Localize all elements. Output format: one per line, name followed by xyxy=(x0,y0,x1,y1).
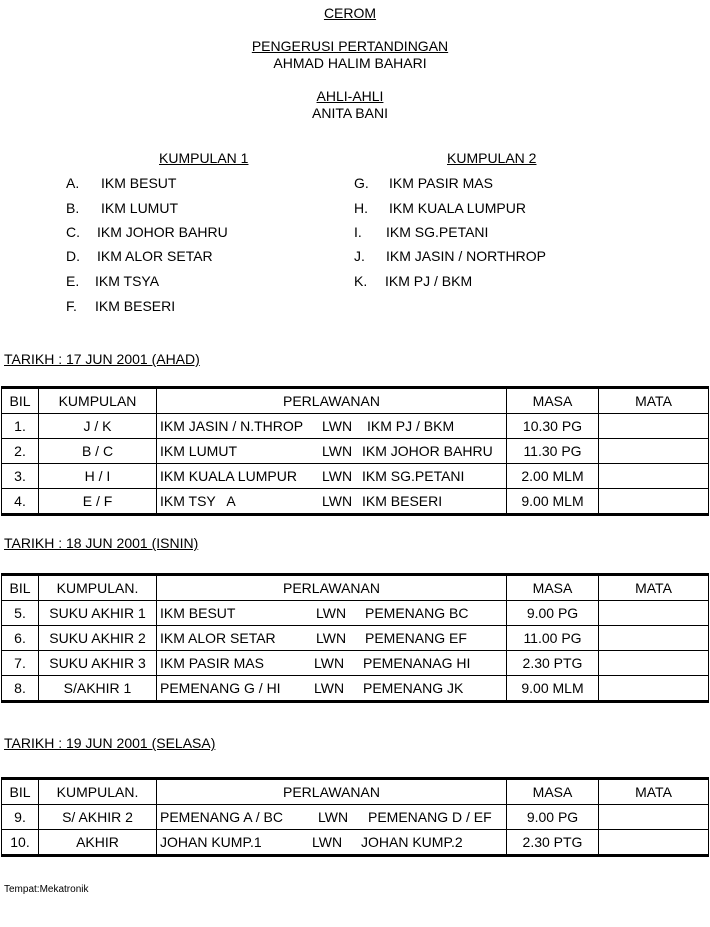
table-row xyxy=(2,805,709,830)
team1: IKM ALOR SETAR xyxy=(160,630,276,646)
bil-cell: 4. xyxy=(2,489,39,515)
table-row xyxy=(2,601,709,626)
team1: IKM JASIN / N.THROP xyxy=(160,418,304,434)
table-row xyxy=(2,414,709,439)
col-header-perlawanan: PERLAWANAN xyxy=(157,575,507,601)
match-cell xyxy=(157,489,507,515)
mata-cell[interactable] xyxy=(599,464,709,489)
match-cell xyxy=(157,676,507,702)
table-row xyxy=(2,489,709,515)
team1: IKM LUMUT xyxy=(160,443,237,459)
mata-cell[interactable] xyxy=(599,805,709,830)
table-header-row xyxy=(2,575,709,601)
col-header-bil: BIL xyxy=(2,388,39,414)
team-name: IKM JOHOR BAHRU xyxy=(97,224,228,240)
vs-label: LWN xyxy=(318,809,349,825)
team-name: IKM PJ / BKM xyxy=(385,273,473,289)
team-letter: G. xyxy=(354,175,369,191)
team-letter: B. xyxy=(66,200,80,216)
col-header-mata: MATA xyxy=(599,575,709,601)
team2: PEMENANG BC xyxy=(365,605,469,621)
team2: JOHAN KUMP.2 xyxy=(361,834,463,850)
team2: PEMENANG JK xyxy=(363,680,464,696)
masa-cell: 9.00 MLM xyxy=(507,489,599,515)
bil-cell: 3. xyxy=(2,464,39,489)
group-1-title: KUMPULAN 1 xyxy=(159,150,249,166)
team2: IKM SG.PETANI xyxy=(362,468,465,484)
kumpulan-cell: E / F xyxy=(39,489,157,515)
table-row xyxy=(2,464,709,489)
bil-cell: 8. xyxy=(2,676,39,702)
match-cell xyxy=(157,626,507,651)
masa-cell: 2.30 PTG xyxy=(507,830,599,856)
table-header-row xyxy=(2,779,709,805)
table-row xyxy=(2,626,709,651)
team1: IKM PASIR MAS xyxy=(160,655,264,671)
team1: IKM TSY A xyxy=(160,493,236,509)
mata-cell[interactable] xyxy=(599,651,709,676)
kumpulan-cell: S/ AKHIR 2 xyxy=(39,805,157,830)
masa-cell: 10.30 PG xyxy=(507,414,599,439)
team2: IKM BESERI xyxy=(362,493,443,509)
team-name: IKM ALOR SETAR xyxy=(97,248,213,264)
team-name: IKM KUALA LUMPUR xyxy=(389,200,526,216)
vs-label: LWN xyxy=(316,605,347,621)
masa-cell: 9.00 MLM xyxy=(507,676,599,702)
masa-cell: 9.00 PG xyxy=(507,601,599,626)
team-letter: J. xyxy=(354,248,365,264)
masa-cell: 11.30 PG xyxy=(507,439,599,464)
col-header-bil: BIL xyxy=(2,575,39,601)
masa-cell: 11.00 PG xyxy=(507,626,599,651)
col-header-kumpulan: KUMPULAN. xyxy=(39,575,157,601)
bil-cell: 10. xyxy=(2,830,39,856)
mata-cell[interactable] xyxy=(599,489,709,515)
masa-cell: 9.00 PG xyxy=(507,805,599,830)
match-cell xyxy=(157,830,507,856)
kumpulan-cell: S/AKHIR 1 xyxy=(39,676,157,702)
bil-cell: 2. xyxy=(2,439,39,464)
team-letter: F. xyxy=(66,298,77,314)
bil-cell: 6. xyxy=(2,626,39,651)
vs-label: LWN xyxy=(322,418,353,434)
team1: JOHAN KUMP.1 xyxy=(160,834,262,850)
mata-cell[interactable] xyxy=(599,626,709,651)
table-row xyxy=(2,830,709,856)
col-header-mata: MATA xyxy=(599,779,709,805)
team-name: IKM TSYA xyxy=(95,273,160,289)
team2: PEMENANG EF xyxy=(365,630,467,646)
col-header-kumpulan: KUMPULAN. xyxy=(39,779,157,805)
team2: IKM PJ / BKM xyxy=(367,418,455,434)
kumpulan-cell: SUKU AKHIR 1 xyxy=(39,601,157,626)
table-header-row xyxy=(2,388,709,414)
col-header-bil: BIL xyxy=(2,779,39,805)
team1: IKM BESUT xyxy=(160,605,236,621)
team-letter: K. xyxy=(354,273,368,289)
team1: PEMENANG A / BC xyxy=(160,809,283,825)
bil-cell: 5. xyxy=(2,601,39,626)
team-name: IKM LUMUT xyxy=(101,200,178,216)
kumpulan-cell: B / C xyxy=(39,439,157,464)
col-header-mata: MATA xyxy=(599,388,709,414)
mata-cell[interactable] xyxy=(599,439,709,464)
mata-cell[interactable] xyxy=(599,601,709,626)
members-label: AHLI-AHLI xyxy=(316,88,384,104)
kumpulan-cell: SUKU AKHIR 2 xyxy=(39,626,157,651)
masa-cell: 2.00 MLM xyxy=(507,464,599,489)
col-header-masa: MASA xyxy=(507,779,599,805)
schedule-table-day-1 xyxy=(1,386,709,516)
col-header-perlawanan: PERLAWANAN xyxy=(157,779,507,805)
chair-name: AHMAD HALIM BAHARI xyxy=(273,55,427,71)
team2: PEMENANAG HI xyxy=(363,655,471,671)
vs-label: LWN xyxy=(314,655,345,671)
kumpulan-cell: AKHIR xyxy=(39,830,157,856)
team-name: IKM PASIR MAS xyxy=(389,175,493,191)
table-row xyxy=(2,439,709,464)
bil-cell: 1. xyxy=(2,414,39,439)
team1: IKM KUALA LUMPUR xyxy=(160,468,297,484)
vs-label: LWN xyxy=(316,630,347,646)
mata-cell[interactable] xyxy=(599,830,709,856)
vs-label: LWN xyxy=(314,680,345,696)
team-name: IKM SG.PETANI xyxy=(386,224,489,240)
bil-cell: 7. xyxy=(2,651,39,676)
vs-label: LWN xyxy=(322,493,353,509)
vs-label: LWN xyxy=(322,468,353,484)
col-header-kumpulan: KUMPULAN xyxy=(39,388,157,414)
col-header-masa: MASA xyxy=(507,575,599,601)
group-2-title: KUMPULAN 2 xyxy=(447,150,537,166)
vs-label: LWN xyxy=(322,443,353,459)
mata-cell[interactable] xyxy=(599,676,709,702)
schedule-table-day-3 xyxy=(1,777,709,857)
match-cell xyxy=(157,601,507,626)
match-cell xyxy=(157,805,507,830)
document-title: CEROM xyxy=(323,5,377,21)
mata-cell[interactable] xyxy=(599,414,709,439)
match-cell xyxy=(157,439,507,464)
col-header-masa: MASA xyxy=(507,388,599,414)
table-row xyxy=(2,651,709,676)
bil-cell: 9. xyxy=(2,805,39,830)
members-name: ANITA BANI xyxy=(312,105,388,121)
team-letter: C. xyxy=(66,224,80,240)
team2: IKM JOHOR BAHRU xyxy=(362,443,493,459)
table-row xyxy=(2,676,709,702)
team-letter: D. xyxy=(66,248,80,264)
match-cell xyxy=(157,464,507,489)
team-name: IKM BESUT xyxy=(101,175,177,191)
team-letter: A. xyxy=(66,175,80,191)
kumpulan-cell: H / I xyxy=(39,464,157,489)
match-cell xyxy=(157,651,507,676)
venue-footer: Tempat:Mekatronik xyxy=(4,884,89,895)
date-heading: TARIKH : 18 JUN 2001 (ISNIN) xyxy=(4,535,199,551)
team-letter: I. xyxy=(354,224,362,240)
date-heading: TARIKH : 17 JUN 2001 (AHAD) xyxy=(4,351,200,367)
team-name: IKM BESERI xyxy=(95,298,176,314)
masa-cell: 2.30 PTG xyxy=(507,651,599,676)
team1: PEMENANG G / HI xyxy=(160,680,281,696)
team2: PEMENANG D / EF xyxy=(368,809,492,825)
team-name: IKM JASIN / NORTHROP xyxy=(386,248,546,264)
kumpulan-cell: SUKU AKHIR 3 xyxy=(39,651,157,676)
team-letter: E. xyxy=(66,273,80,289)
col-header-perlawanan: PERLAWANAN xyxy=(157,388,507,414)
team-letter: H. xyxy=(354,200,368,216)
kumpulan-cell: J / K xyxy=(39,414,157,439)
date-heading: TARIKH : 19 JUN 2001 (SELASA) xyxy=(4,735,216,751)
schedule-table-day-2 xyxy=(1,573,709,703)
match-cell xyxy=(157,414,507,439)
vs-label: LWN xyxy=(312,834,343,850)
chair-label: PENGERUSI PERTANDINGAN xyxy=(251,38,449,54)
